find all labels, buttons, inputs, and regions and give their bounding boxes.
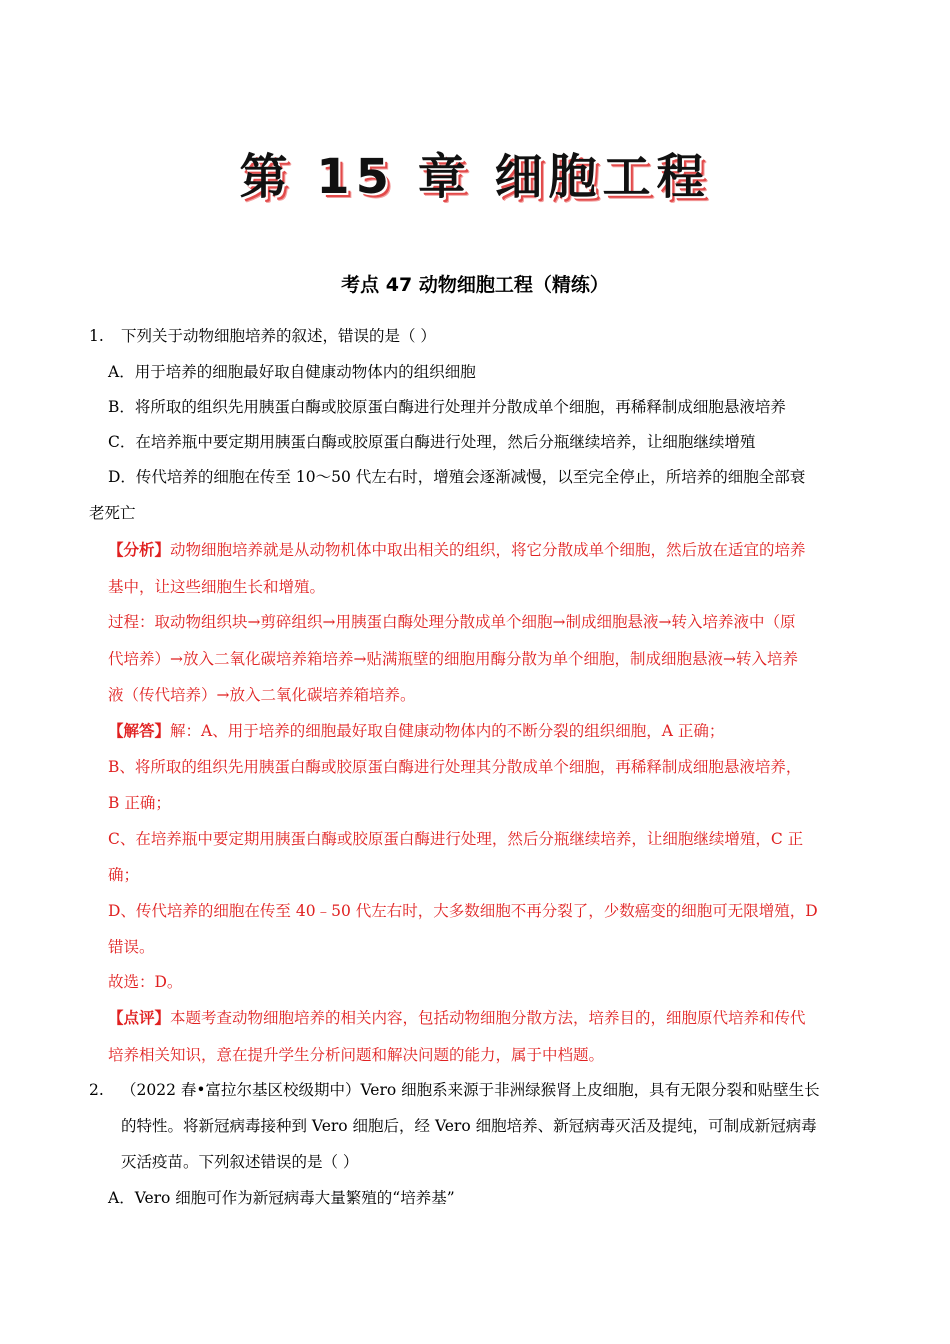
q1-number: 1. [89,327,104,345]
q1-option-d-line1: D．传代培养的细胞在传至 10～50 代左右时，增殖会逐渐减慢，以至完全停止，所培养的细胞全部衰 [108,468,806,486]
q1-answer-b-line2: B 正确； [108,794,171,812]
q2-number: 2. [89,1081,104,1099]
q1-answer-d-line2: 错误。 [108,938,155,956]
analysis-tag: 【分析】 [108,540,171,559]
q1-comment-line1 [108,1008,806,1028]
q1-answer-c-line2: 确； [108,866,140,884]
q2-stem-line1: （2022 春•富拉尔基区校级期中）Vero 细胞系来源于非洲绿猴肾上皮细胞，具有无限分裂和贴壁生长 [121,1081,820,1099]
q1-stem: 下列关于动物细胞培养的叙述，错误的是（ ） [121,327,436,345]
q1-choice: 故选：D。 [108,973,183,991]
chapter-title: 第 15 章 细胞工程 [239,149,711,205]
q2-option-a: A．Vero 细胞可作为新冠病毒大量繁殖的“培养基” [108,1189,455,1207]
analysis-text: 动物细胞培养就是从动物机体中取出相关的组织，将它分散成单个细胞，然后放在适宜的培养 [170,541,806,559]
answer-tag: 【解答】 [108,721,171,740]
answer-text: 解：A、用于培养的细胞最好取自健康动物体内的不断分裂的组织细胞，A 正确； [170,722,725,740]
q1-option-d-line2: 老死亡 [89,504,136,522]
comment-text: 本题考查动物细胞培养的相关内容，包括动物细胞分散方法，培养目的，细胞原代培养和传代 [170,1009,806,1027]
q1-process-line1: 过程：取动物组织块→剪碎组织→用胰蛋白酶处理分散成单个细胞→制成细胞悬液→转入培养液中（原 [108,613,796,631]
q2-stem-line3: 灭活疫苗。下列叙述错误的是（ ） [121,1153,359,1171]
q1-analysis-line1 [108,540,806,560]
section-title: 考点 47 动物细胞工程（精练） [341,274,609,296]
q1-option-b: B．将所取的组织先用胰蛋白酶或胶原蛋白酶进行处理并分散成单个细胞，再稀释制成细胞悬液培养 [108,398,786,416]
q1-analysis-line2: 基中，让这些细胞生长和增殖。 [108,578,326,596]
q1-comment-line2: 培养相关知识，意在提升学生分析问题和解决问题的能力，属于中档题。 [108,1046,605,1064]
q2-stem-line2: 的特性。将新冠病毒接种到 Vero 细胞后，经 Vero 细胞培养、新冠病毒灭活及提纯，可制成新冠病毒 [121,1117,817,1135]
q1-answer-c-line1: C、在培养瓶中要定期用胰蛋白酶或胶原蛋白酶进行处理，然后分瓶继续培养，让细胞继续增殖，C 正 [108,830,804,848]
comment-tag: 【点评】 [108,1008,171,1027]
q1-process-line2: 代培养）→放入二氧化碳培养箱培养→贴满瓶壁的细胞用酶分散为单个细胞，制成细胞悬液→转入培养 [108,650,798,668]
q1-answer-b-line1: B、将所取的组织先用胰蛋白酶或胶原蛋白酶进行处理其分散成单个细胞，再稀释制成细胞悬液培养， [108,758,802,776]
q1-answer-line1 [108,721,724,741]
q1-option-a: A．用于培养的细胞最好取自健康动物体内的组织细胞 [108,363,476,381]
q1-process-line3: 液（传代培养）→放入二氧化碳培养箱培养。 [108,686,416,704]
q1-answer-d-line1: D、传代培养的细胞在传至 40﹣50 代左右时，大多数细胞不再分裂了，少数癌变的细胞可无限增殖，D [108,902,818,920]
q1-option-c: C．在培养瓶中要定期用胰蛋白酶或胶原蛋白酶进行处理，然后分瓶继续培养，让细胞继续增殖 [108,433,756,451]
